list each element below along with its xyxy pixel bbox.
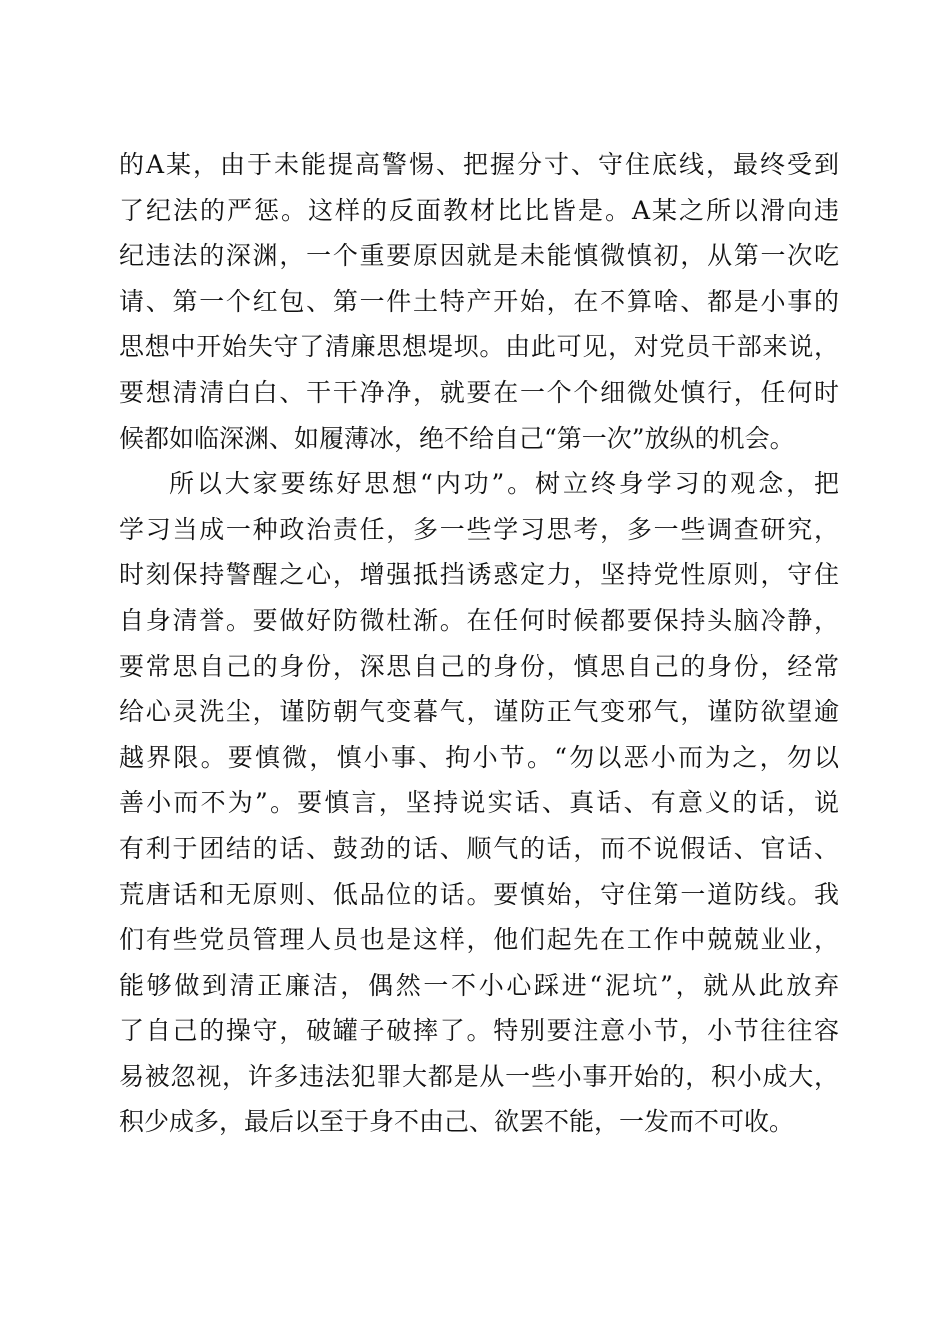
text-line: 请、第一个红包、第一件土特产开始，在不算啥、都是小事的 <box>119 286 839 316</box>
text-line: 有利于团结的话、鼓劲的话、顺气的话，而不说假话、官话、 <box>119 833 839 863</box>
body-text <box>119 142 839 1145</box>
text-line: 越界限。要慎微，慎小事、拘小节。“勿以恶小而为之，勿以 <box>119 742 839 772</box>
paragraph-1 <box>119 142 839 461</box>
text-line: 了自己的操守，破罐子破摔了。特别要注意小节，小节往往容 <box>119 1016 839 1046</box>
text-line: 纪违法的深渊，一个重要原因就是未能慎微慎初，从第一次吃 <box>119 241 839 271</box>
text-line: 所以大家要练好思想“内功”。树立终身学习的观念，把 <box>169 469 839 499</box>
text-line: 们有些党员管理人员也是这样，他们起先在工作中兢兢业业， <box>119 925 839 955</box>
text-line: 时刻保持警醒之心，增强抵挡诱惑定力，坚持党性原则，守住 <box>119 560 839 590</box>
paragraph-2 <box>119 461 839 1145</box>
text-line: 了纪法的严惩。这样的反面教材比比皆是。A某之所以滑向违 <box>119 195 839 225</box>
text-line: 要常思自己的身份，深思自己的身份，慎思自己的身份，经常 <box>119 651 839 681</box>
text-line: 的A某，由于未能提高警惕、把握分寸、守住底线，最终受到 <box>119 150 839 179</box>
text-line: 积少成多，最后以至于身不由己、欲罢不能，一发而不可收。 <box>119 1107 795 1137</box>
text-line: 自身清誉。要做好防微杜渐。在任何时候都要保持头脑冷静， <box>119 605 839 635</box>
text-line: 善小而不为”。要慎言，坚持说实话、真话、有意义的话，说 <box>119 788 839 818</box>
text-line: 候都如临深渊、如履薄冰，绝不给自己“第一次”放纵的机会。 <box>119 423 795 453</box>
text-line: 学习当成一种政治责任，多一些学习思考，多一些调查研究， <box>119 514 839 544</box>
text-line: 思想中开始失守了清廉思想堤坝。由此可见，对党员干部来说， <box>119 332 839 362</box>
text-line: 要想清清白白、干干净净，就要在一个个细微处慎行，任何时 <box>119 377 839 407</box>
text-line: 能够做到清正廉洁，偶然一不小心踩进“泥坑”，就从此放弃 <box>119 970 839 1000</box>
text-line: 荒唐话和无原则、低品位的话。要慎始，守住第一道防线。我 <box>119 879 839 909</box>
text-line: 易被忽视，许多违法犯罪大都是从一些小事开始的，积小成大， <box>119 1061 839 1091</box>
text-line: 给心灵洗尘，谨防朝气变暮气，谨防正气变邪气，谨防欲望逾 <box>119 697 839 727</box>
